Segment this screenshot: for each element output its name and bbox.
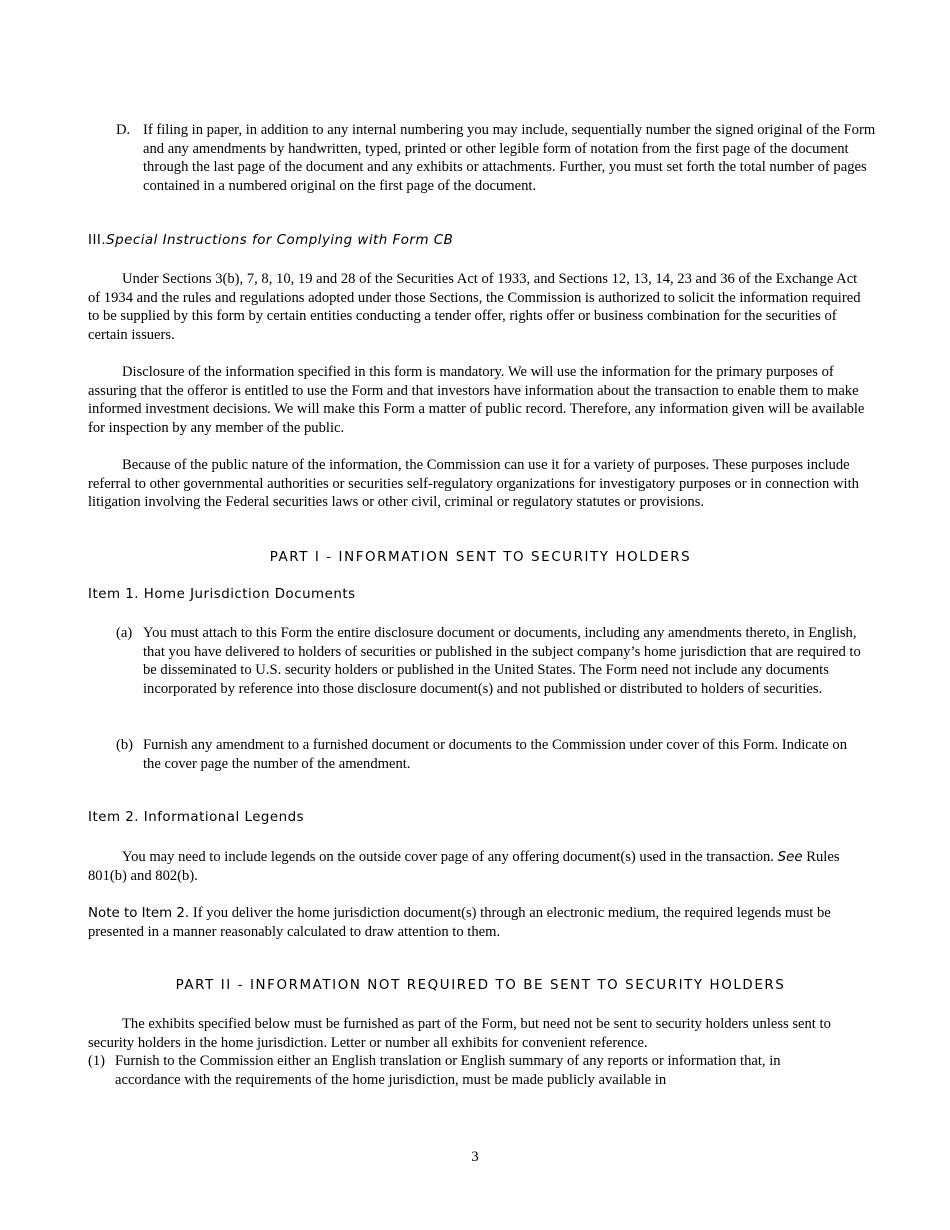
part-2-item-1-label: (1) [88,1053,106,1069]
section-3-paragraph: Disclosure of the information specified in this form is mandatory. We will use the information for the primary purposes of assuring that the offeror is entitled to use the Form and that investors have information about the transaction to enable them to make informed investment decisions. We will make this Form a matter of public record. Therefore, any information given will be available for inspection by any member of the public. [88,364,865,436]
part-2-title: PART II - INFORMATION NOT REQUIRED TO BE SENT TO SECURITY HOLDERS [175,978,786,993]
part-2-intro: The exhibits specified below must be furnished as part of the Form, but need not be sent to security holders unless sent to security holders in the home jurisdiction. Letter or number all exhibits for convenient reference. [88,1016,831,1051]
item-1-b-label: (b) [116,737,134,753]
item-1-heading: Item 1. Home Jurisdiction Documents [88,587,356,602]
item-1-a [116,624,866,698]
item-d-text: If filing in paper, in addition to any internal numbering you may include, sequentially number the signed original of the Form and any amendments by handwritten, typed, printed or other legible form of notation from the first page of the document through the last page of the document and any exhibits or attachments. Further, you must set forth the total number of pages contained in a numbered original on the first page of the document. [143,122,876,194]
item-1-a-text: You must attach to this Form the entire disclosure document or documents, including any amendments thereto, in English, that you have delivered to holders of securities or published in the subject company’s home jurisdiction that are required to be disseminated to U.S. security holders or published in the United States. The Form need not include any documents incorporated by reference into those disclosure document(s) and not published or distributed to holders of securities. [143,625,861,697]
section-3-number: III. [88,233,107,248]
item-d-label: D. [116,122,131,138]
item-2-text-start: You may need to include legends on the outside cover page of any offering document(s) used in the transaction. [122,849,774,865]
item-1-a-label: (a) [116,625,133,641]
item-2-paragraph [88,848,873,886]
item-2-text-end: Rules 801(b) and 802(b). [88,849,840,884]
section-3-paragraph: Under Sections 3(b), 7, 8, 10, 19 and 28 of the Securities Act of 1933, and Sections 12, 13, 14, 23 and 36 of the Exchange Act of 1934 and the rules and regulations adopted under those Sections, the Commission is authorized to solicit the information required to be supplied by this form by certain entities conducting a tender offer, rights offer or business combination for the securities of certain issuers. [88,271,861,343]
part-1-title: PART I - INFORMATION SENT TO SECURITY HOLDERS [269,550,692,565]
part-2-item-1-text: Furnish to the Commission either an English translation or English summary of any reports or information that, in accordance with the requirements of the home jurisdiction, must be made publicly available in [115,1053,781,1088]
section-3-title: Special Instructions for Complying with Form CB [106,233,454,248]
section-3-paragraph: Because of the public nature of the information, the Commission can use it for a variety of purposes. These purposes include referral to other governmental authorities or securities self-regulatory organizations for investigatory purposes or in connection with litigation involving the Federal securities laws or other civil, criminal or regulatory statutes or provisions. [88,457,859,511]
item-2-heading: Item 2. Informational Legends [88,810,305,825]
instruction-item-d [116,121,876,195]
item-1-b [116,736,866,773]
page-number: 3 [471,1149,479,1165]
item-1-b-text: Furnish any amendment to a furnished document or documents to the Commission under cover of this Form. Indicate on the cover page the number of the amendment. [143,737,848,772]
note-text: If you deliver the home jurisdiction document(s) through an electronic medium, the required legends must be presented in a manner reasonably calculated to draw attention to them. [88,905,831,940]
section-3-heading [88,232,453,250]
note-label: Note to Item 2. [88,906,190,921]
part-2-item-1 [88,1052,848,1089]
note-to-item-2 [88,904,873,942]
see-reference: See [777,850,803,865]
